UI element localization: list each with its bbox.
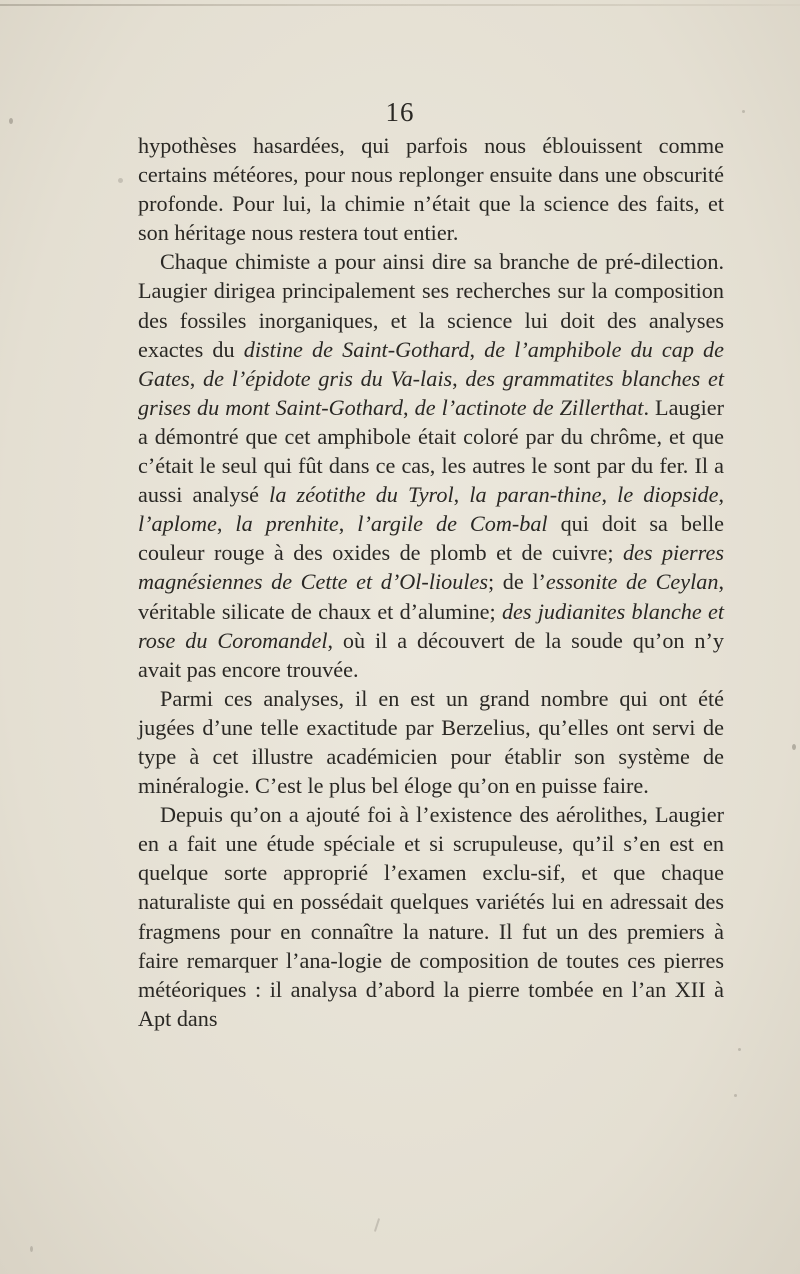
paper-speck [374, 1218, 380, 1232]
text-run: . Laugier a démontré que cet amphibole était coloré par du chrôme, et que c’était le seul qui fût dans ce cas, les autres le sont par du fer. Il a aussi analysé [138, 394, 724, 508]
paragraph [138, 131, 724, 247]
text-run: , véritable silicate de chaux et d’alumine; [138, 569, 724, 624]
text-run: Parmi ces analyses, il en est un grand nombre qui ont été jugées d’une telle exactitude par Berzelius, qu’elles ont servi de type à cet illustre académicien pour établir son système de minéralogie. C’est le plus bel éloge qu’on en puisse faire. [138, 685, 724, 799]
italic-term: des grammatites blanches et grises du mont Saint-Gothard [138, 365, 724, 420]
paper-speck [9, 118, 13, 124]
italic-term: des pierres magnésiennes de Cette et d’Ol-lioules [138, 540, 724, 595]
text-run: , où il a découvert de la soude qu’on n’y avait pas encore trouvée. [138, 627, 724, 682]
page-number: 16 [385, 97, 415, 127]
text-run: Chaque chimiste a pour ainsi dire sa branche de pré-dilection. Laugier dirigea principalement ses recherches sur la composition des fossiles inorganiques, et la science lui doit des analyses exactes du [138, 249, 724, 362]
italic-term: de l’amphibole du cap de Gates [138, 336, 724, 391]
italic-term: la prenhite [235, 511, 339, 537]
text-run: , [453, 482, 470, 508]
italic-term: de l’épidote [203, 365, 311, 391]
italic-term: distine de Saint-Gothard [243, 336, 470, 362]
text-run: , [216, 511, 236, 537]
italic-term: des judianites blanche et rose du Coromandel [138, 598, 724, 653]
text-run: , [718, 482, 725, 508]
text-run: , [601, 482, 618, 508]
paragraph [138, 684, 724, 800]
text-run: , [452, 365, 466, 391]
paper-speck [742, 110, 745, 113]
text-run: , [189, 365, 204, 391]
paper-speck [118, 178, 123, 183]
paragraph [138, 247, 724, 683]
body-text [138, 131, 724, 1033]
page-edge-rule [0, 4, 800, 6]
italic-term: le diopside [617, 482, 719, 508]
text-run: hypothèses hasardées, qui parfois nous éblouissent comme certains météores, pour nous replonger ensuite dans une obscurité profonde. Pour lui, la chimie n’était que la science des faits, et son héritage nous restera tout entier. [138, 133, 724, 246]
italic-term: essonite de Ceylan [545, 569, 719, 595]
italic-term: la paran-thine [469, 482, 602, 508]
paper-speck [792, 744, 796, 750]
paragraph [138, 800, 724, 1033]
paper-speck [738, 1048, 741, 1051]
italic-term: l’argile de Com-bal [357, 511, 548, 537]
text-run: , [469, 336, 485, 362]
italic-term: l’aplome [138, 511, 217, 537]
italic-term: gris du Va-lais [318, 365, 453, 391]
text-run: , [338, 511, 358, 537]
text-run: ; de l’ [487, 569, 546, 595]
text-run: Depuis qu’on a ajouté foi à l’existence des aérolithes, Laugier en a fait une étude spéciale et si scrupuleuse, qu’il s’en est en quelque sorte approprié l’examen exclu-sif, et que chaque naturaliste qui en possédait quelques variétés lui en adressait des fragmens pour en connaître la nature. Il fut un des premiers à faire remarquer l’ana-logie de composition de toutes ces pierres météoriques : il analysa d’abord la pierre tombée en l’an XII à Apt dans [138, 802, 724, 1031]
text-run: , [403, 394, 415, 420]
text-run: qui doit sa belle couleur rouge à des oxides de plomb et de cuivre; [138, 511, 724, 566]
italic-term: la zéotithe du Tyrol [269, 482, 454, 508]
paper-speck [734, 1094, 737, 1097]
italic-term: de l’actinote de Zillerthat [414, 394, 644, 420]
paper-speck [30, 1246, 33, 1252]
